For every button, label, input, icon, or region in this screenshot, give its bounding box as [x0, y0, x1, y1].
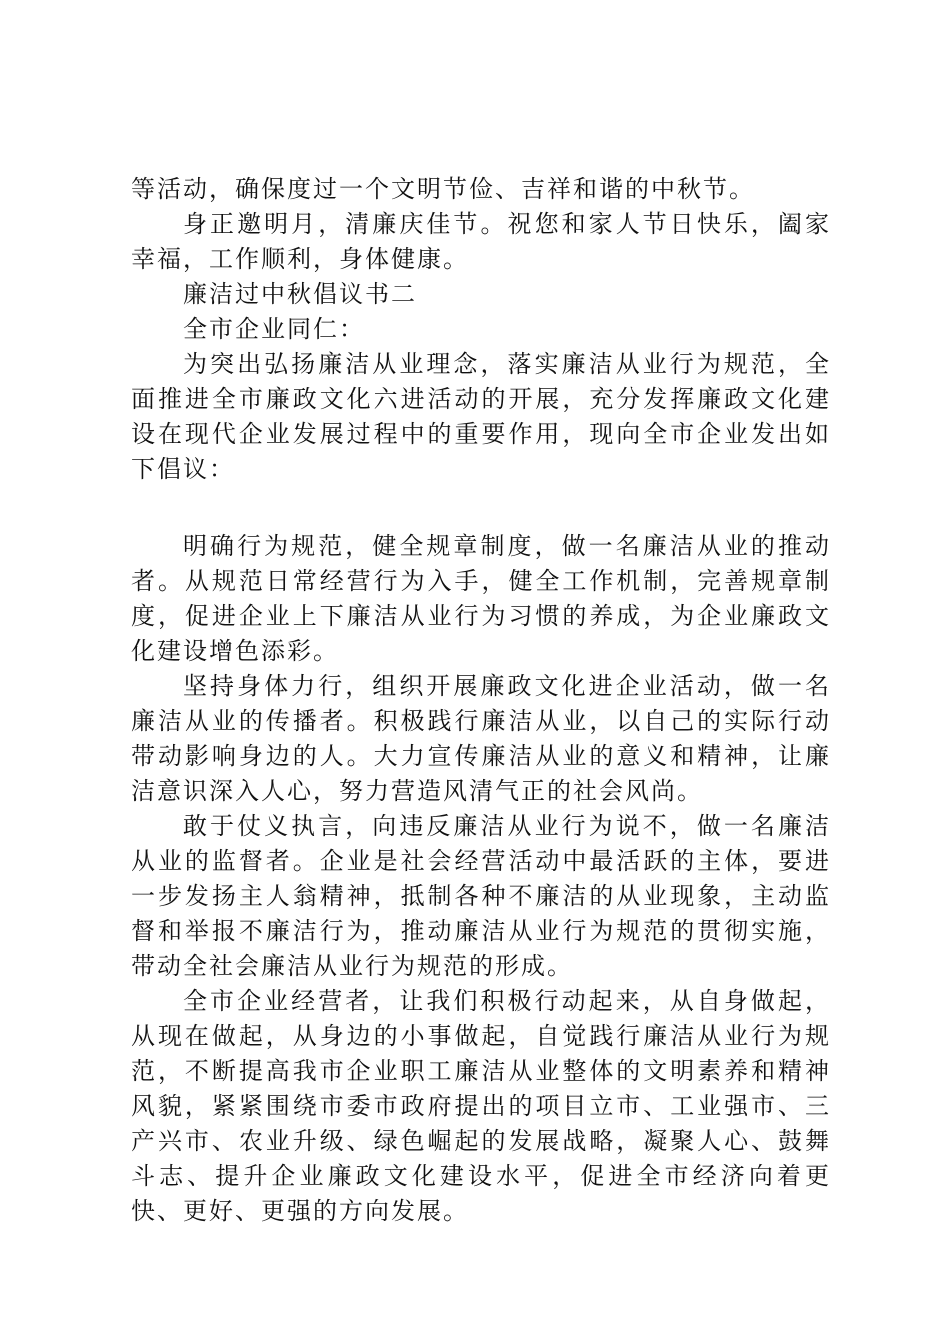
paragraph-continuation: 等活动，确保度过一个文明节俭、吉祥和谐的中秋节。	[131, 175, 755, 203]
paragraph-point-3: 敢于仗义执言，向违反廉洁从业行为说不，做一名廉洁从业的监督者。企业是社会经营活动中最活跃的主体，要进一步发扬主人翁精神，抵制各种不廉洁的从业现象，主动监督和举报不廉洁行为，推动廉洁从业行为规范的贯彻实施，带动全社会廉洁从业行为规范的形成。	[131, 812, 831, 980]
paragraph-greeting: 身正邀明月，清廉庆佳节。祝您和家人节日快乐，阖家幸福，工作顺利，身体健康。	[131, 210, 831, 273]
paragraph-point-2: 坚持身体力行，组织开展廉政文化进企业活动，做一名廉洁从业的传播者。积极践行廉洁从业，以自己的实际行动带动影响身边的人。大力宣传廉洁从业的意义和精神，让廉洁意识深入人心，努力营造风清气正的社会风尚。	[131, 672, 831, 805]
document-body	[131, 172, 831, 1229]
paragraph-closing: 全市企业经营者，让我们积极行动起来，从自身做起，从现在做起，从身边的小事做起，自觉践行廉洁从业行为规范，不断提高我市企业职工廉洁从业整体的文明素养和精神风貌，紧紧围绕市委市政府提出的项目立市、工业强市、三产兴市、农业升级、绿色崛起的发展战略，凝聚人心、鼓舞斗志、提升企业廉政文化建设水平，促进全市经济向着更快、更好、更强的方向发展。	[131, 987, 831, 1225]
section-title: 廉洁过中秋倡议书二	[183, 280, 417, 308]
paragraph-intro: 为突出弘扬廉洁从业理念，落实廉洁从业行为规范，全面推进全市廉政文化六进活动的开展，充分发挥廉政文化建设在现代企业发展过程中的重要作用，现向全市企业发出如下倡议：	[131, 350, 831, 483]
salutation: 全市企业同仁：	[183, 315, 365, 343]
paragraph-point-1: 明确行为规范，健全规章制度，做一名廉洁从业的推动者。从规范日常经营行为入手，健全工作机制，完善规章制度，促进企业上下廉洁从业行为习惯的养成，为企业廉政文化建设增色添彩。	[131, 532, 831, 665]
paragraph-gap	[131, 487, 831, 529]
